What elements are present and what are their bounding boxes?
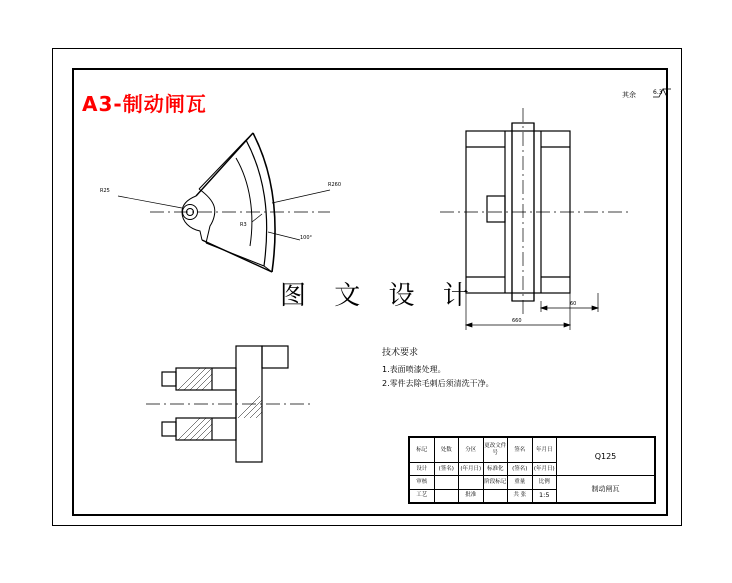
tb-cell-approve-sign: [483, 489, 508, 502]
tb-cell-design-date: (年月日): [459, 463, 484, 476]
technical-requirements: [382, 346, 494, 391]
roughness-symbol-icon: [652, 86, 674, 102]
tb-cell-changefile: 更改文件号: [483, 438, 508, 463]
svg-text:6.3: 6.3: [653, 89, 663, 96]
label-r25: R25: [100, 188, 110, 194]
tb-cell-sign: 签名: [508, 438, 533, 463]
tb-cell-weight: 重量: [508, 476, 533, 489]
tb-cell-process: 工艺: [410, 489, 435, 502]
tb-cell-scale-label: 比例: [532, 476, 557, 489]
label-r260: R260: [328, 182, 342, 188]
technical-requirement-item-2: 2.零件去除毛刺后须清洗干净。: [382, 379, 494, 388]
tb-cell-standard-sign: (签名): [508, 463, 533, 476]
technical-requirements-heading: 技术要求: [382, 348, 419, 358]
tb-cell-sheet-total: 共 张: [508, 489, 533, 502]
tb-cell-review: 审核: [410, 476, 435, 489]
tb-cell-design: 设计: [410, 463, 435, 476]
roughness-note-label: 其余: [622, 92, 636, 99]
tb-cell-review-date: [459, 476, 484, 489]
tb-cell-approve: 批准: [459, 489, 484, 502]
tb-cell-date: 年月日: [532, 438, 557, 463]
tb-part-code: Q125: [557, 438, 655, 476]
tb-cell-zone: 分区: [459, 438, 484, 463]
drawing-title: A3-制动闸瓦: [82, 92, 207, 116]
tb-cell-design-sign: (签名): [434, 463, 459, 476]
watermark-text: 图 文 设 计: [280, 281, 479, 311]
dim-60: 60: [570, 301, 577, 307]
tb-cell-count: 处数: [434, 438, 459, 463]
tb-cell-standard: 标准化: [483, 463, 508, 476]
tb-cell-scale-value: 1:5: [532, 489, 557, 502]
tb-cell-mark: 标记: [410, 438, 435, 463]
technical-requirement-item-1: 1.表面喷漆处理。: [382, 365, 446, 374]
tb-cell-standard-date: (年月日): [532, 463, 557, 476]
tb-part-name: 制动闸瓦: [557, 476, 655, 503]
dim-660: 660: [512, 318, 522, 324]
label-angle: 100°: [300, 235, 313, 241]
title-block: [408, 436, 656, 504]
tb-cell-review-sign: [434, 476, 459, 489]
tb-cell-process-sign: [434, 489, 459, 502]
tb-cell-stage: 阶段标记: [483, 476, 508, 489]
label-r3: R3: [240, 222, 247, 228]
